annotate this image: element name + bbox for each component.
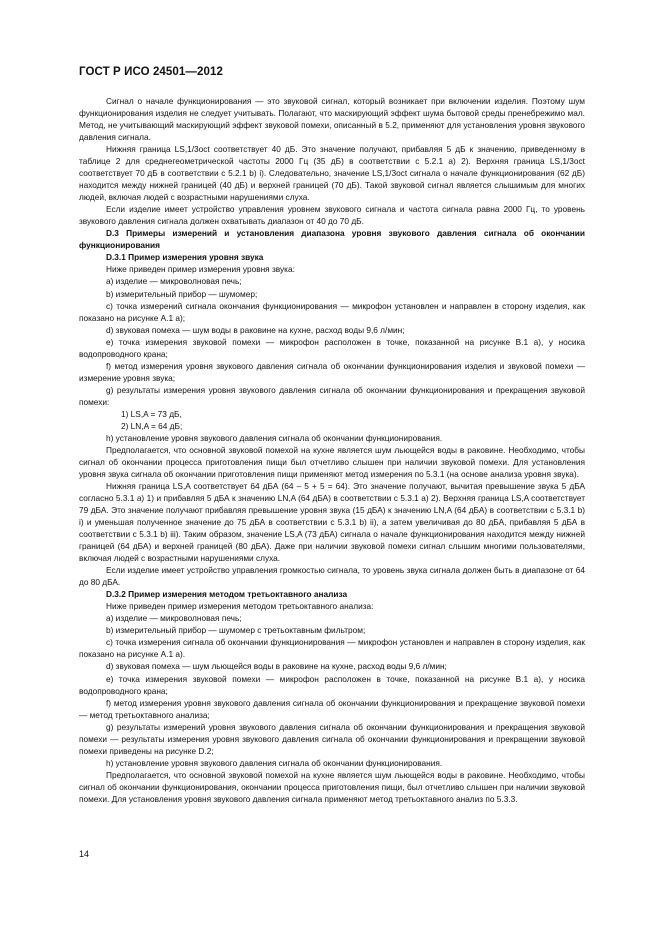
- list-item: а) изделие — микроволновая печь;: [106, 613, 242, 624]
- list-item: c) точка измерения сигнала об окончании функционирования — микрофон установлен и направлен в сторону изделия, как показано на рисунке А.1 а).: [79, 637, 585, 660]
- sub-list-item: 1) LS,A = 73 дБ,: [121, 408, 182, 419]
- paragraph: Нижняя граница LS,A соответствует 64 дБА (64 – 5 + 5 = 64). Это значение получают, вычитая превышение звука 5 дБА согласно 5.3.1 а) 1) и прибавляя 5 дБА к значению LN,A (64 дБА) в соответствии с 5.3.1 а) 2). Верхняя граница LS,A соответствует 79 дБА. Это значение получают прибавляя превышение уровня звука (15 дБА) к значению LN,A (64 дБА) в соответствии с 5.3.1 b) i) и уменьшая полученное значение до 75 дБА в соответствии с 5.3.1 b) ii), а затем увеличивая до 80 дБА, прибавляя 5 дБА в соответствии с 5.3.1 b) iii). Таким образом, значение LS,A (73 дБА) сигнала о начале функционирования находится между нижней границей (64 дБА) и верхней границей (80 дБА). Даже при наличии звуковой помехи сигнал слышим многими пользователями, включая людей с возрастными нарушениями слуха.: [79, 481, 585, 564]
- page-number: 14: [79, 849, 90, 859]
- list-item: b) измерительный прибор — шумомер;: [106, 288, 258, 299]
- page-header: ГОСТ Р ИСО 24501—2012: [79, 66, 224, 78]
- paragraph: Если изделие имеет устройство управления уровнем звукового сигнала и частота сигнала равна 2000 Гц, то уровень звукового давления сигнала должен охватывать диапазон от 40 до 70 дБ.: [79, 204, 585, 227]
- list-item: h) установление уровня звукового давления сигнала об окончании функционирования.: [106, 432, 443, 443]
- paragraph: Предполагается, что основной звуковой помехой на кухне является шум льющейся воды в раковине. Необходимо, чтобы сигнал об окончании процесса приготовления пищи был отчетливо слышен при наличии звуковой помехи. Для установления уровня звука сигнала об окончании приготовления пищи применяют метод измерения по 5.3.1 (на основе анализа уровня звука).: [79, 444, 585, 479]
- paragraph: Если изделие имеет устройство управления громкостью сигнала, то уровень звука сигнала должен быть в диапазоне от 64 до 80 дБА.: [79, 565, 585, 588]
- paragraph: Сигнал о начале функционирования — это звуковой сигнал, который возникает при включении изделия. Поэтому шум функционирования изделия не следует учитывать. Полагают, что маскирующий эффект шума бытовой среды пренебрежимо мал. Метод, не учитывающий маскирующий эффект звуковой помехи, описанный в 5.2, применяют для установления уровня звукового давления сигнала.: [79, 96, 585, 143]
- list-item: c) точка измерений сигнала окончания функционирования — микрофон установлен и направлен в сторону изделия, как показано на рисунке А.1 а);: [79, 300, 585, 323]
- list-item: f) метод измерения уровня звукового давления сигнала об окончании функционирования и прекращение звуковой помехи — метод третьоктавного анализа;: [79, 697, 585, 720]
- list-item: d) звуковая помеха — шум воды в раковине на кухне, расход воды 9,6 л/мин;: [106, 324, 405, 335]
- list-item: f) метод измерения уровня звукового давления сигнала об окончании функционирования изделия и звуковой помехи — измерение уровня звука;: [79, 360, 585, 383]
- paragraph: Ниже приведен пример измерения уровня звука:: [106, 264, 295, 275]
- paragraph: Предполагается, что основной звуковой помехой на кухне является шум льющейся воды в раковине. Необходимо, чтобы сигнал об окончании функционирования, окончании процесса приготовления пищи, был отчетливо слышен при наличии звуковой помехи. Для установления уровня звукового давления сигнала применяют метод третьоктавного анализ по 5.3.3.: [79, 769, 585, 804]
- paragraph: Ниже приведен пример измерения методом третьоктавного анализа:: [106, 601, 374, 612]
- subsection-heading-d31: D.3.1 Пример измерения уровня звука: [106, 252, 264, 263]
- list-item: h) установление уровня звукового давления сигнала об окончании функционирования.: [106, 757, 443, 768]
- paragraph: Нижняя граница LS,1/3oct соответствует 40 дБ. Это значение получают, прибавляя 5 дБ к значению, приведенному в таблице 2 для среднегеометрической частоты 2000 Гц (35 дБ) в соответствии с 5.2.1 а) 2). Верхняя граница LS,1/3oct соответствует 70 дБ в соответствии с 5.2.1 b) i). Следовательно, значение LS,1/3oct сигнала о начале функционирования (62 дБ) находится между нижней границей (40 дБ) и верхней границей (70 дБ). Такой звуковой сигнал является слышимым для многих людей, включая людей с возрастными нарушениями слуха.: [79, 144, 585, 203]
- list-item: d) звуковая помеха — шум льющейся воды в раковине на кухне, расход воды 9,6 л/мин;: [106, 661, 447, 672]
- section-heading-d3: D.3 Примеры измерений и установления диапазона уровня звукового давления сигнала об окончании функционирования: [79, 228, 585, 251]
- list-item: е) точка измерения звуковой помехи — микрофон расположен в точке, показанной на рисунке В.1 а), у носика водопроводного крана;: [79, 673, 585, 696]
- list-item: g) результаты измерений уровня звукового давления сигнала об окончании функционирования и прекращения звуковой помехи — результаты измерения уровня звукового давления сигнала об окончании функционирования и прекращении звуковой помехи приведены на рисунке D.2;: [79, 721, 585, 756]
- list-item: а) изделие — микроволновая печь;: [106, 276, 242, 287]
- list-item: g) результаты измерения уровня звукового давления сигнала об окончании функционирования и прекращения звуковой помехи:: [79, 384, 585, 407]
- list-item: b) измерительный прибор — шумомер с третьоктавным фильтром;: [106, 625, 366, 636]
- list-item: е) точка измерения звуковой помехи — микрофон расположен в точке, показанной на рисунке В.1 а), у носика водопроводного крана;: [79, 336, 585, 359]
- document-body: [79, 95, 585, 805]
- subsection-heading-d32: D.3.2 Пример измерения методом третьоктавного анализа: [106, 589, 348, 600]
- sub-list-item: 2) LN,A = 64 дБ;: [121, 420, 183, 431]
